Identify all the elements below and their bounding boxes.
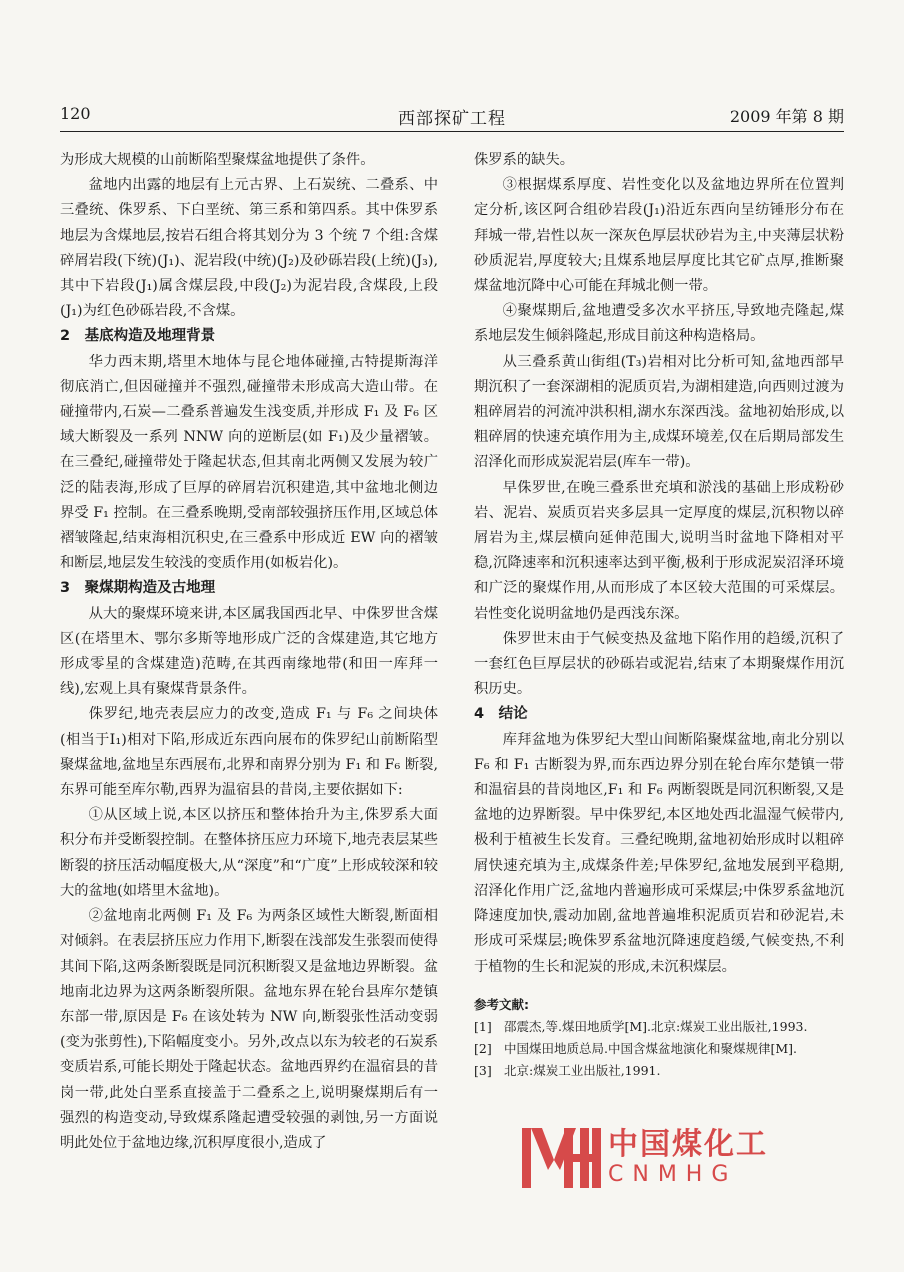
references-title: 参考文献: [474,996,529,1012]
right-column-body [474,148,844,980]
watermark-cn: 中国煤化工 [608,1127,768,1162]
issue-label: 2009 年第 8 期 [729,107,844,126]
left-column [60,148,438,1156]
paragraph: 华力西末期,塔里木地体与昆仑地体碰撞,古特提斯海洋彻底消亡,但因碰撞并不强烈,碰撞带未形成高大造山带。在碰撞带内,石炭—二叠系普遍发生浅变质,并形成 F₁ 及 F₆ 区域大断裂及一系列 NNW 向的逆断层(如 F₁)及少量褶皱。在三叠纪,碰撞带处于隆起状态,但其南北两侧又发展为较广泛的陆表海,形成了巨厚的碎屑岩沉积建造,其中盆地北侧边界受 F₁ 控制。在三叠系晚期,受南部较强挤压作用,区域总体褶皱隆起,结束海相沉积史,在三叠系中形成近 EW 向的褶皱和断层,地层发生较浅的变质作用(如板岩化)。 [60,353,438,572]
paragraph: 从大的聚煤环境来讲,本区属我国西北早、中侏罗世含煤区(在塔里木、鄂尔多斯等地形成广泛的含煤建造,其它地方形成零星的含煤建造)范畴,在其西南缘地带(和田一库拜一线),宏观上具有聚煤背景条件。 [60,605,438,698]
page-header [60,102,844,132]
right-column [474,148,844,1082]
journal-title: 西部探矿工程 [398,109,506,129]
reference-number: [1] [474,1018,492,1034]
reference-item [474,1038,844,1060]
paragraph: 为形成大规模的山前断陷型聚煤盆地提供了条件。 [60,152,375,168]
references [474,994,844,1082]
paragraph: 侏罗世末由于气候变热及盆地下陷作用的趋缓,沉积了一套红色巨厚层状的砂砾岩或泥岩,结束了本期聚煤作用沉积历史。 [474,630,844,698]
reference-text: 中国煤田地质总局.中国含煤盆地演化和聚煤规律[M]. [504,1040,798,1056]
reference-item [474,1016,844,1038]
watermark [518,1122,848,1194]
paragraph: ②盆地南北两侧 F₁ 及 F₆ 为两条区域性大断裂,断面相对倾斜。在表层挤压应力作用下,断裂在浅部发生张裂而使得其间下陷,这两条断裂既是同沉积断裂又是盆地边界断裂。盆地南北边界为这两条断裂所限。盆地东界在轮台县库尔楚镇东部一带,原因是 F₆ 在该处转为 NW 向,断裂张性活动变弱(变为张剪性),下陷幅度变小。另外,改点以东为较老的石炭系变质岩系,可能长期处于隆起状态。盆地西界约在温宿县的昔岗一带,此处白垩系直接盖于二叠系之上,说明聚煤期后有一强烈的构造变动,导致煤系隆起遭受较强的剥蚀,另一方面说明此处位于盆地边缘,沉积厚度很小,造成了 [60,908,438,1151]
section-heading: 3 聚煤期构造及古地理 [60,580,216,597]
paragraph: 从三叠系黄山街组(T₃)岩相对比分析可知,盆地西部早期沉积了一套深湖相的泥质页岩,为湖相建造,向西则过渡为粗碎屑岩的河流冲洪积相,湖水东深西浅。盆地初始形成,以粗碎屑的快速充填作用为主,成煤环境差,仅在后期局部发生沼泽化而形成炭泥岩层(库车一带)。 [474,353,844,471]
header-rule [60,131,844,132]
paragraph: 早侏罗世,在晚三叠系世充填和淤浅的基础上形成粉砂岩、泥岩、炭质页岩夹多层具一定厚度的煤层,沉积物以碎屑岩为主,煤层横向延伸范围大,说明当时盆地下降相对平稳,沉降速率和沉积速率达到平衡,极利于形成泥炭沼泽环境和广泛的聚煤作用,从而形成了本区较大范围的可采煤层。岩性变化说明盆地仍是西浅东深。 [474,479,844,622]
watermark-text [608,1128,768,1188]
cnmhg-logo-icon [518,1124,602,1192]
reference-number: [3] [474,1062,492,1078]
reference-text: 北京:煤炭工业出版社,1991. [504,1062,661,1078]
page-number: 120 [60,104,91,123]
watermark-en: CNMHG [608,1162,738,1187]
reference-number: [2] [474,1040,492,1056]
paragraph: ④聚煤期后,盆地遭受多次水平挤压,导致地壳隆起,煤系地层发生倾斜隆起,形成目前这种构造格局。 [474,303,844,345]
reference-list [474,1016,844,1082]
paragraph: ①从区域上说,本区以挤压和整体抬升为主,侏罗系大面积分布并受断裂控制。在整体挤压应力环境下,地壳表层某些断裂的挤压活动幅度极大,从“深度”和“广度”上形成较深和较大的盆地(如塔里木盆地)。 [60,807,438,899]
section-heading: 4 结论 [474,706,528,723]
paragraph: 侏罗纪,地壳表层应力的改变,造成 F₁ 与 F₆ 之间块体(相当于Ⅰ₁)相对下陷,形成近东西向展布的侏罗纪山前断陷型聚煤盆地,盆地呈东西展布,北界和南界分别为 F₁ 和 F₆ 断裂,东界可能至库尔勒,西界为温宿县的昔岗,主要依据如下: [60,706,438,799]
paragraph: 盆地内出露的地层有上元古界、上石炭统、二叠系、中三叠统、侏罗系、下白垩统、第三系和第四系。其中侏罗系地层为含煤地层,按岩石组合将其划分为 3 个统 7 个组:含煤碎屑岩段(下统)(J₁)、泥岩段(中统)(J₂)及砂砾岩段(上统)(J₃),其中下岩段(J₁)属含煤层段,中段(J₂)为泥岩段,含煤段,上段(J₁)为红色砂砾岩段,不含煤。 [60,177,438,320]
section-heading: 2 基底构造及地理背景 [60,328,216,345]
paragraph: 侏罗系的缺失。 [474,152,575,168]
reference-text: 邵震杰,等.煤田地质学[M].北京:煤炭工业出版社,1993. [504,1018,808,1034]
reference-item [474,1060,844,1082]
paragraph: 库拜盆地为侏罗纪大型山间断陷聚煤盆地,南北分别以 F₆ 和 F₁ 古断裂为界,而东西边界分别在轮台库尔楚镇一带和温宿县的昔岗地区,F₁ 和 F₆ 两断裂既是同沉积断裂,又是盆地的边界断裂。早中侏罗纪,本区地处西北温湿气候带内,极利于植被生长发育。三叠纪晚期,盆地初始形成时以粗碎屑快速充填为主,成煤条件差;早侏罗纪,盆地发展到平稳期,沼泽化作用广泛,盆地内普遍形成可采煤层;中侏罗系盆地沉降速度加快,震动加剧,盆地普遍堆积泥质页岩和砂泥岩,未形成可采煤层;晚侏罗系盆地沉降速度趋缓,气候变热,不利于植物的生长和泥炭的形成,未沉积煤层。 [474,731,844,975]
paragraph: ③根据煤系厚度、岩性变化以及盆地边界所在位置判定分析,该区阿合组砂岩段(J₁)沿近东西向呈纺锤形分布在拜城一带,岩性以灰一深灰色厚层状砂岩为主,中夹薄层状粉砂质泥岩,厚度较大;且煤系地层厚度比其它矿点厚,推断聚煤盆地沉降中心可能在拜城北侧一带。 [474,177,844,295]
